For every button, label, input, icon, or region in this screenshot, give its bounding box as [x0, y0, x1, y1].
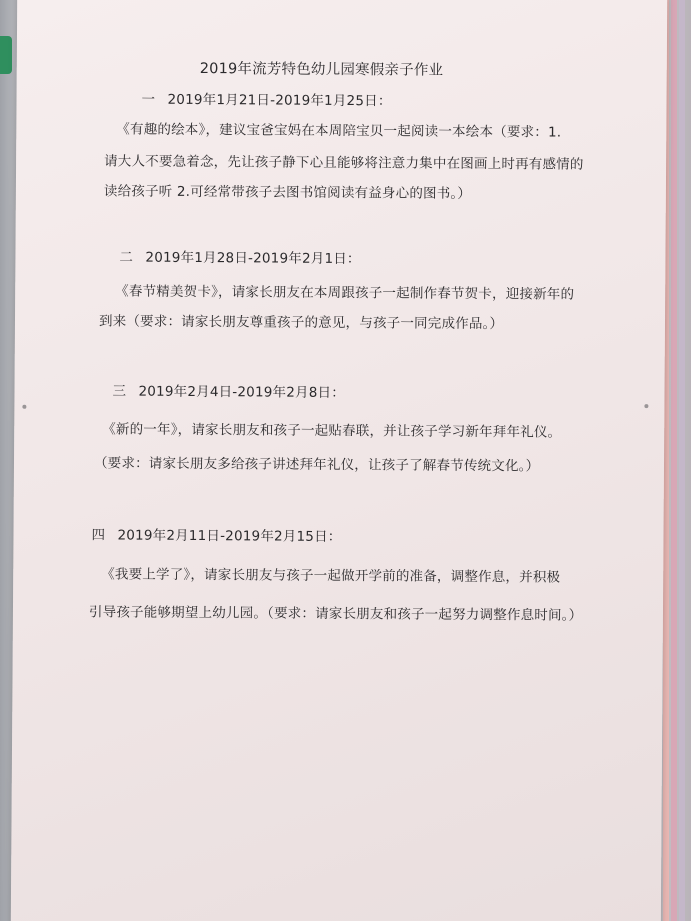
section-heading: [112, 379, 345, 401]
section-date-range: 2019年1月28日-2019年2月1日：: [145, 249, 361, 268]
section-heading: [91, 523, 341, 545]
section-number: 四: [91, 527, 106, 544]
section-body-line: 引导孩子能够期望上幼儿园。（要求：请家长朋友和孩子一起努力调整作息时间。）: [88, 604, 583, 624]
section-date-range: 2019年2月4日-2019年2月8日：: [138, 383, 346, 402]
paper-speck: [644, 404, 648, 408]
section-body-line: （要求：请家长朋友多给孩子讲述拜年礼仪，让孩子了解春节传统文化。）: [93, 455, 540, 475]
section-number: 二: [119, 249, 134, 266]
section-body-line: 请大人不要急着念，先让孩子静下心且能够将注意力集中在图画上时再有感情的: [104, 153, 584, 173]
section-date-range: 2019年1月21日-2019年1月25日：: [167, 91, 392, 110]
paper-stack-edge: [679, 0, 685, 921]
section-number: 三: [112, 383, 127, 400]
paper-speck: [22, 405, 26, 409]
paper-stack-edge: [671, 0, 677, 921]
section-body-line: 读给孩子听 2.可经常带孩子去图书馆阅读有益身心的图书。）: [103, 183, 472, 202]
section-body-line: 《新的一年》，请家长朋友和孩子一起贴春联，并让孩子学习新年拜年礼仪。: [102, 421, 562, 441]
section-body-line: 《有趣的绘本》，建议宝爸宝妈在本周陪宝贝一起阅读一本绘本（要求：1.: [116, 121, 562, 141]
section-number: 一: [141, 91, 156, 108]
section-date-range: 2019年2月11日-2019年2月15日：: [117, 527, 342, 546]
section-heading: [141, 88, 391, 110]
section-body-line: 《春节精美贺卡》，请家长朋友在本周跟孩子一起制作春节贺卡，迎接新年的: [115, 283, 575, 303]
section-body-line: 到来（要求：请家长朋友尊重孩子的意见，与孩子一同完成作品。）: [98, 313, 504, 333]
section-heading: [119, 245, 360, 267]
homework-sheet: [11, 0, 668, 921]
document-title: 2019年流芳特色幼儿园寒假亲子作业: [199, 61, 444, 79]
green-object: [0, 36, 12, 74]
section-body-line: 《我要上学了》，请家长朋友与孩子一起做开学前的准备，调整作息，并积极: [101, 566, 561, 586]
